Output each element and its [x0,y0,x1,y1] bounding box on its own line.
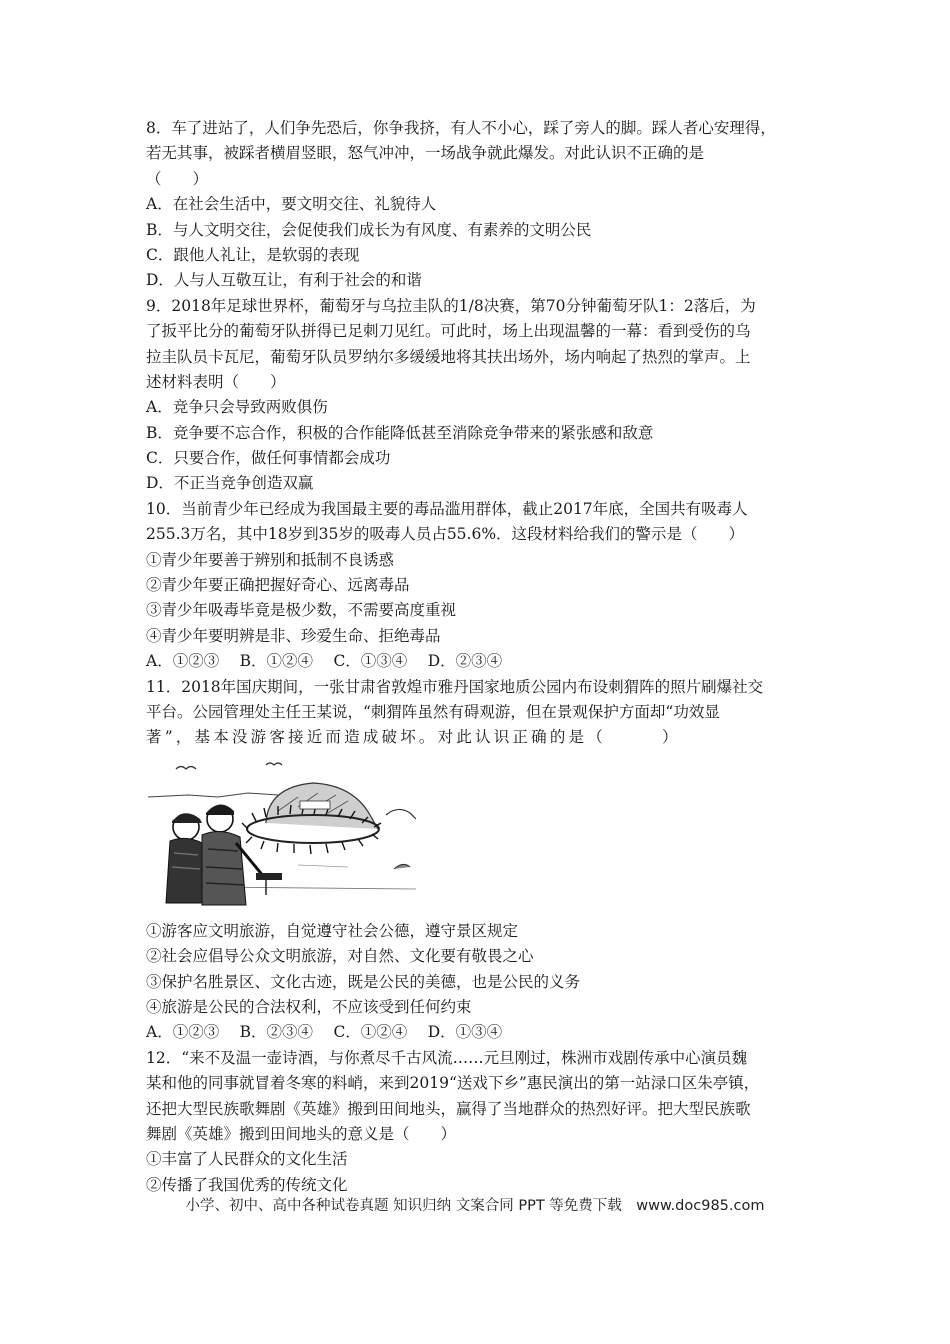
question-12 [146,1046,806,1198]
question-8-line-2: 若无其事，被踩者横眉竖眼，怒气冲冲，一场战争就此爆发。对此认识不正确的是 [146,144,705,163]
question-12-line-3: 还把大型民族歌舞剧《英雄》搬到田间地头，赢得了当地群众的热烈好评。把大型民族歌 [146,1099,751,1118]
question-9-line-3: 拉圭队员卡瓦尼，葡萄牙队员罗纳尔多缓缓地将其扶出场外，场内响起了热烈的掌声。上 [146,347,751,366]
question-8-option-b: B．与人文明交往，会促使我们成长为有风度、有素养的文明公民 [146,220,592,239]
question-8-line-3: （ ） [146,169,209,188]
question-11-line-1: 11．2018年国庆期间，一张甘肃省敦煌市雅丹国家地质公园内布设刺猬阵的照片刷爆社交 [146,677,764,696]
cartoon-tourists-hedgehog-barrier-icon [148,757,416,909]
question-11-line-3: 著”，基本没游客接近而造成破坏。对此认识正确的是（ ） [146,728,681,747]
question-11-line-2: 平台。公园管理处主任王某说，“刺猬阵虽然有碍观游，但在景观保护方面却“功效显 [146,702,720,721]
question-12-line-4: 舞剧《英雄》搬到田间地头的意义是（ ） [146,1124,457,1143]
question-9-option-d: D．不正当竞争创造双赢 [146,474,314,493]
question-9-line-4: 述材料表明（ ） [146,372,286,391]
question-11-statement-1: ①游客应文明旅游，自觉遵守社会公德，遵守景区规定 [146,921,519,940]
question-10-statement-1: ①青少年要善于辨别和抵制不良诱惑 [146,550,395,569]
question-8-option-d: D．人与人互敬互让，有利于社会的和谐 [146,271,422,290]
question-8-option-c: C．跟他人礼让，是软弱的表现 [146,245,360,264]
question-9-option-c: C．只要合作，做任何事情都会成功 [146,449,391,468]
question-9-option-a: A．竞争只会导致两败俱伤 [146,398,328,417]
question-10-statement-2: ②青少年要正确把握好奇心、远离毒品 [146,576,410,595]
question-10-statement-4: ④青少年要明辨是非、珍爱生命、拒绝毒品 [146,626,441,645]
question-11-statement-3: ③保护名胜景区、文化古迹，既是公民的美德，也是公民的义务 [146,972,581,991]
question-8-option-a: A．在社会生活中，要文明交往、礼貌待人 [146,195,437,214]
question-10-options: A．①②③ B．①②④ C．①③④ D．②③④ [146,652,503,671]
question-11-options: A．①②③ B．②③④ C．①②④ D．①③④ [146,1023,503,1042]
question-10 [146,497,806,675]
question-content [146,116,806,1198]
question-10-line-2: 255.3万名，其中18岁到35岁的吸毒人员占55.6%．这段材料给我们的警示是（ ） [146,525,745,544]
question-12-line-2: 某和他的同事就冒着冬寒的料峭，来到2019“送戏下乡”惠民演出的第一站渌口区朱亭镇， [146,1074,760,1093]
question-11-statement-4: ④旅游是公民的合法权利，不应该受到任何约束 [146,997,472,1016]
question-11-statement-2: ②社会应倡导公众文明旅游，对自然、文化要有敬畏之心 [146,947,534,966]
question-9-line-1: 9．2018年足球世界杯，葡萄牙与乌拉圭队的1/8决赛，第70分钟葡萄牙队1：2落后，为 [146,296,756,315]
question-9-line-2: 了扳平比分的葡萄牙队拼得已足刺刀见红。可此时，场上出现温馨的一幕：看到受伤的乌 [146,322,751,341]
question-10-line-1: 10．当前青少年已经成为我国最主要的毒品滥用群体，截止2017年底，全国共有吸毒人 [146,499,748,518]
question-12-statement-1: ①丰富了人民群众的文化生活 [146,1150,348,1169]
question-11 [146,675,806,1046]
question-12-statement-2: ②传播了我国优秀的传统文化 [146,1175,348,1194]
question-8 [146,116,806,294]
question-12-line-1: 12．“来不及温一壶诗酒，与你煮尽千古风流……元旦刚过，株洲市戏剧传承中心演员魏 [146,1048,748,1067]
page-footer: 小学、初中、高中各种试卷真题 知识归纳 文案合同 PPT 等免费下载 www.doc985.com [185,1198,765,1214]
question-10-statement-3: ③青少年吸毒毕竟是极少数，不需要高度重视 [146,601,457,620]
question-8-line-1: 8．车了进站了，人们争先恐后，你争我挤，有人不小心，踩了旁人的脚。踩人者心安理得， [146,119,776,137]
question-9-option-b: B．竞争要不忘合作，积极的合作能降低甚至消除竞争带来的紧张感和敌意 [146,423,654,442]
question-9 [146,294,806,497]
